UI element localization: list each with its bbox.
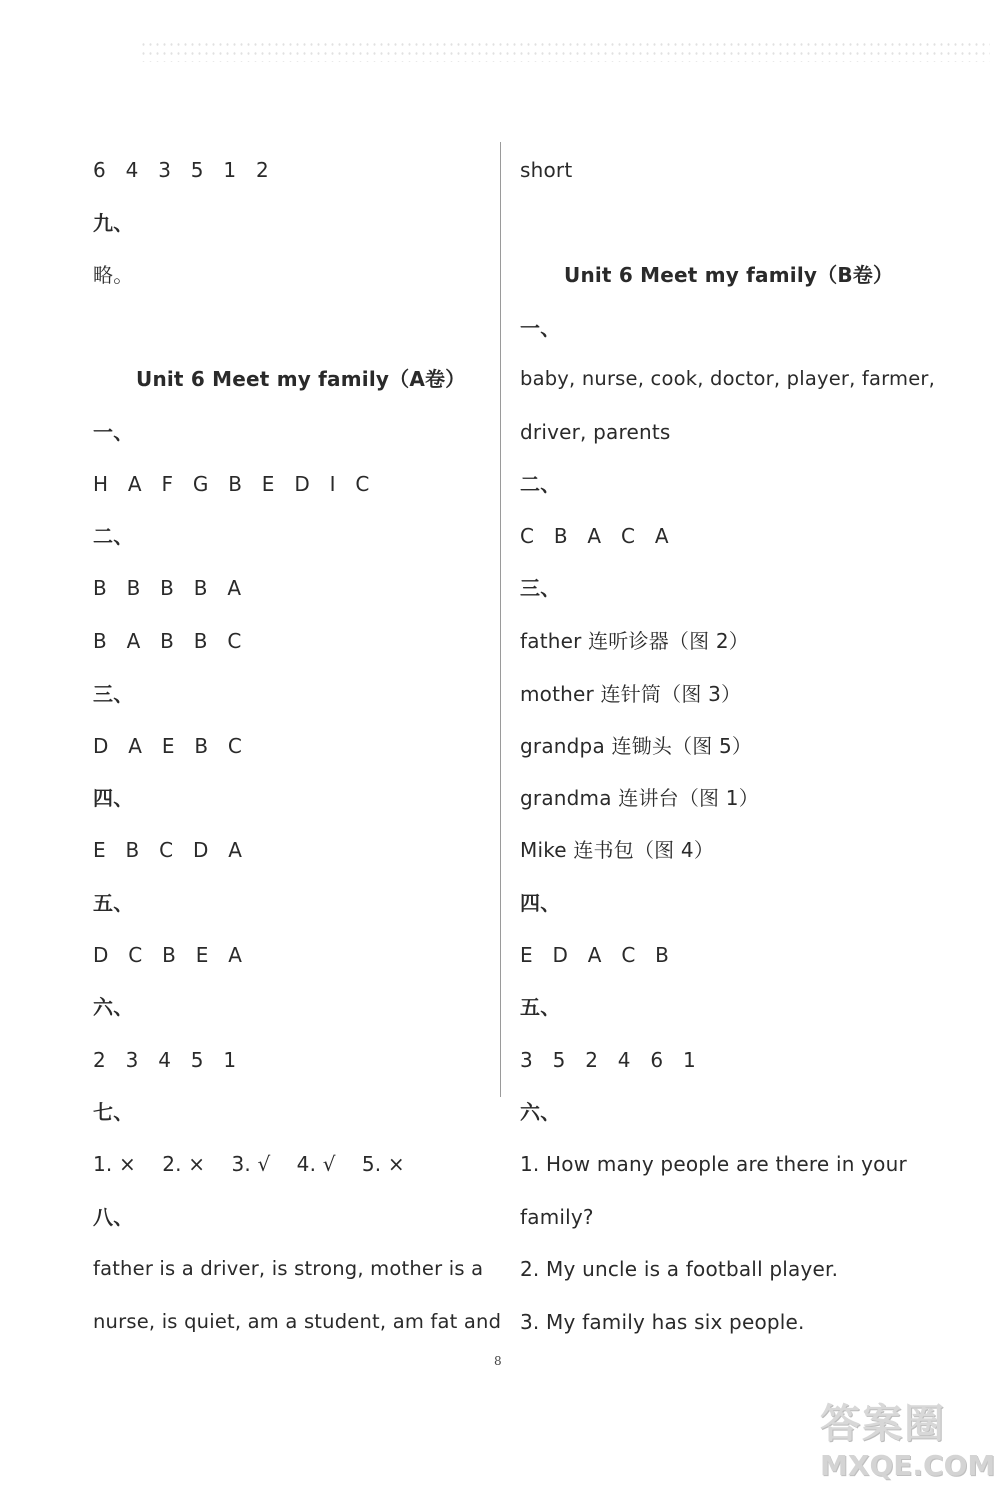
right-section-heading-6: 六、	[520, 1100, 561, 1124]
left-section-heading-1: 一、	[93, 420, 134, 444]
left-section-heading-8: 八、	[93, 1205, 134, 1229]
left-line-22: nurse, is quiet, am a student, am fat and	[93, 1310, 502, 1333]
left-line-19: 1. × 2. × 3. √ 4. √ 5. ×	[93, 1152, 405, 1176]
unit-title-b: Unit 6 Meet my family（B卷）	[564, 263, 894, 287]
left-section-heading-5: 五、	[93, 891, 134, 915]
page-number: 8	[494, 1354, 502, 1368]
right-section-heading-1: 一、	[520, 316, 561, 340]
left-line-8: B B B B A	[93, 576, 242, 600]
left-line-3: 略。	[93, 263, 134, 287]
right-section-heading-2: 二、	[520, 472, 561, 496]
right-line-22: 3. My family has six people.	[520, 1310, 805, 1334]
unit-title-a: Unit 6 Meet my family（A卷）	[136, 367, 466, 391]
right-line-13: Mike 连书包（图 4）	[520, 838, 715, 862]
left-line-15: D C B E A	[93, 943, 243, 967]
left-section-heading-4: 四、	[93, 786, 134, 810]
left-line-21: father is a driver, is strong, mother is a	[93, 1257, 484, 1280]
right-line-20: family?	[520, 1205, 594, 1229]
left-line-9: B A B B C	[93, 629, 242, 653]
right-line-5: driver, parents	[520, 420, 671, 444]
left-line-13: E B C D A	[93, 838, 243, 862]
left-section-heading-6: 六、	[93, 995, 134, 1019]
right-line-12: grandma 连讲台（图 1）	[520, 786, 759, 810]
right-line-7: C B A C A	[520, 524, 669, 548]
left-section-heading-3: 三、	[93, 682, 134, 706]
column-divider	[500, 142, 501, 1097]
left-section-heading-9: 九、	[93, 211, 134, 235]
right-section-heading-4: 四、	[520, 891, 561, 915]
right-line-15: E D A C B	[520, 943, 670, 967]
left-line-6: H A F G B E D I C	[93, 472, 370, 496]
page-top-noise-band	[140, 40, 990, 62]
watermark	[820, 1400, 995, 1485]
right-line-9: father 连听诊器（图 2）	[520, 629, 749, 653]
right-section-heading-3: 三、	[520, 576, 561, 600]
right-section-heading-5: 五、	[520, 995, 561, 1019]
right-line-19: 1. How many people are there in your	[520, 1152, 907, 1176]
watermark-site: MXQE.COM	[820, 1449, 996, 1482]
left-line-11: D A E B C	[93, 734, 243, 758]
left-section-heading-2: 二、	[93, 524, 134, 548]
right-line-4: baby, nurse, cook, doctor, player, farmer,	[520, 367, 936, 390]
right-line-10: mother 连针筒（图 3）	[520, 682, 742, 706]
left-line-1: 6 4 3 5 1 2	[93, 158, 269, 182]
watermark-logo: 答案圈	[820, 1401, 946, 1447]
right-line-1: short	[520, 158, 573, 182]
right-line-11: grandpa 连锄头（图 5）	[520, 734, 753, 758]
right-line-17: 3 5 2 4 6 1	[520, 1048, 696, 1072]
right-line-21: 2. My uncle is a football player.	[520, 1257, 839, 1281]
left-section-heading-7: 七、	[93, 1100, 134, 1124]
left-line-17: 2 3 4 5 1	[93, 1048, 237, 1072]
